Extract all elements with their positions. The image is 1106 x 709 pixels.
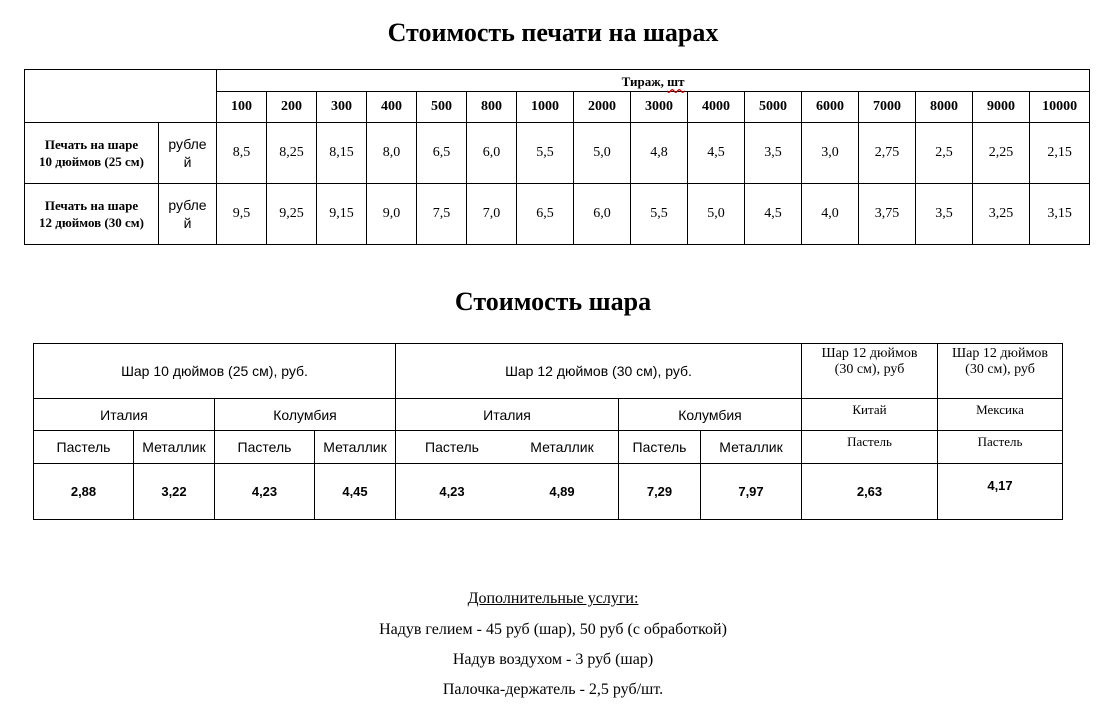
qty-cell: 200 — [267, 92, 317, 123]
price-cell: 5,5 — [517, 123, 574, 184]
type-cell: Пастель Металлик — [396, 431, 619, 464]
qty-cell: 10000 — [1030, 92, 1090, 123]
type-cell: Пастель — [938, 431, 1063, 464]
price-cell: 3,15 — [1030, 184, 1090, 245]
price-cell: 2,63 — [802, 464, 938, 520]
group-header-12inch: Шар 12 дюймов (30 см), руб. — [396, 344, 802, 399]
price-cell: 4,17 — [938, 464, 1063, 520]
price-cell: 8,15 — [317, 123, 367, 184]
corner-cell — [25, 70, 217, 123]
price-cell: 4,5 — [745, 184, 802, 245]
group-header-12inch-china: Шар 12 дюймов (30 см), руб — [802, 344, 938, 399]
type-cell: Пастель — [34, 431, 134, 464]
price-cell: 9,15 — [317, 184, 367, 245]
qty-cell: 400 — [367, 92, 417, 123]
unit-cell: рубле й — [159, 123, 217, 184]
price-cell: 8,5 — [217, 123, 267, 184]
tiraz-header — [217, 70, 1090, 92]
type-cell: Металлик — [134, 431, 215, 464]
balloon-cost-title: Стоимость шара — [454, 287, 652, 316]
service-item: Палочка-держатель - 2,5 руб/шт. — [442, 681, 664, 698]
qty-cell: 500 — [417, 92, 467, 123]
price-cell: 3,75 — [859, 184, 916, 245]
type-cell: Пастель — [802, 431, 938, 464]
price-cell: 2,15 — [1030, 123, 1090, 184]
qty-cell: 100 — [217, 92, 267, 123]
price-cell: 7,5 — [417, 184, 467, 245]
group-header-10inch: Шар 10 дюймов (25 см), руб. — [34, 344, 396, 399]
price-cell: 6,0 — [574, 184, 631, 245]
price-cell: 9,5 — [217, 184, 267, 245]
price-cell: 4,8 — [631, 123, 688, 184]
qty-cell: 9000 — [973, 92, 1030, 123]
price-cell: 7,97 — [701, 464, 802, 520]
qty-cell: 4000 — [688, 92, 745, 123]
print-cost-table — [24, 69, 1090, 245]
type-cell: Металлик — [701, 431, 802, 464]
print-cost-title: Стоимость печати на шарах — [387, 18, 719, 47]
row-label: Печать на шаре 10 дюймов (25 см) — [25, 123, 159, 184]
row-label: Печать на шаре 12 дюймов (30 см) — [25, 184, 159, 245]
price-cell: 8,0 — [367, 123, 417, 184]
price-cell: 8,25 — [267, 123, 317, 184]
price-cell: 3,5 — [745, 123, 802, 184]
qty-cell: 5000 — [745, 92, 802, 123]
price-cell: 4,5 — [688, 123, 745, 184]
price-cell: 3,22 — [134, 464, 215, 520]
price-cell: 4,0 — [802, 184, 859, 245]
unit-cell: рубле й — [159, 184, 217, 245]
qty-cell: 3000 — [631, 92, 688, 123]
price-cell: 5,0 — [574, 123, 631, 184]
service-item: Надув воздухом - 3 руб (шар) — [452, 651, 654, 668]
price-cell: 4,23 4,89 — [396, 464, 619, 520]
table-row — [25, 184, 1090, 245]
price-cell: 6,5 — [417, 123, 467, 184]
country-cell: Колумбия — [619, 399, 802, 431]
balloon-cost-table — [33, 343, 1063, 520]
price-cell: 9,25 — [267, 184, 317, 245]
price-cell: 2,5 — [916, 123, 973, 184]
qty-cell: 6000 — [802, 92, 859, 123]
service-item: Надув гелием - 45 руб (шар), 50 руб (с обработкой) — [379, 621, 727, 638]
price-cell: 2,88 — [34, 464, 134, 520]
tiraz-prefix: Тираж, — [621, 74, 668, 89]
price-cell: 6,0 — [467, 123, 517, 184]
tiraz-unit: шт — [667, 74, 685, 89]
price-cell: 3,25 — [973, 184, 1030, 245]
price-cell: 2,75 — [859, 123, 916, 184]
price-cell: 6,5 — [517, 184, 574, 245]
price-cell: 2,25 — [973, 123, 1030, 184]
country-cell: Китай — [802, 399, 938, 431]
qty-cell: 1000 — [517, 92, 574, 123]
qty-cell: 2000 — [574, 92, 631, 123]
qty-cell: 300 — [317, 92, 367, 123]
group-header-12inch-mexico: Шар 12 дюймов (30 см), руб — [938, 344, 1063, 399]
qty-cell: 800 — [467, 92, 517, 123]
country-cell: Мексика — [938, 399, 1063, 431]
table-row — [34, 464, 1063, 520]
price-cell: 5,5 — [631, 184, 688, 245]
price-cell: 3,0 — [802, 123, 859, 184]
price-cell: 5,0 — [688, 184, 745, 245]
type-cell: Металлик — [315, 431, 396, 464]
country-cell: Колумбия — [215, 399, 396, 431]
price-cell: 4,23 — [215, 464, 315, 520]
price-cell: 4,45 — [315, 464, 396, 520]
country-cell: Италия — [396, 399, 619, 431]
price-cell: 7,29 — [619, 464, 701, 520]
table-row — [25, 123, 1090, 184]
type-cell: Пастель — [215, 431, 315, 464]
qty-cell: 8000 — [916, 92, 973, 123]
qty-cell: 7000 — [859, 92, 916, 123]
price-cell: 9,0 — [367, 184, 417, 245]
type-cell: Пастель — [619, 431, 701, 464]
country-cell: Италия — [34, 399, 215, 431]
price-cell: 3,5 — [916, 184, 973, 245]
services-title: Дополнительные услуги: — [467, 590, 639, 607]
price-cell: 7,0 — [467, 184, 517, 245]
